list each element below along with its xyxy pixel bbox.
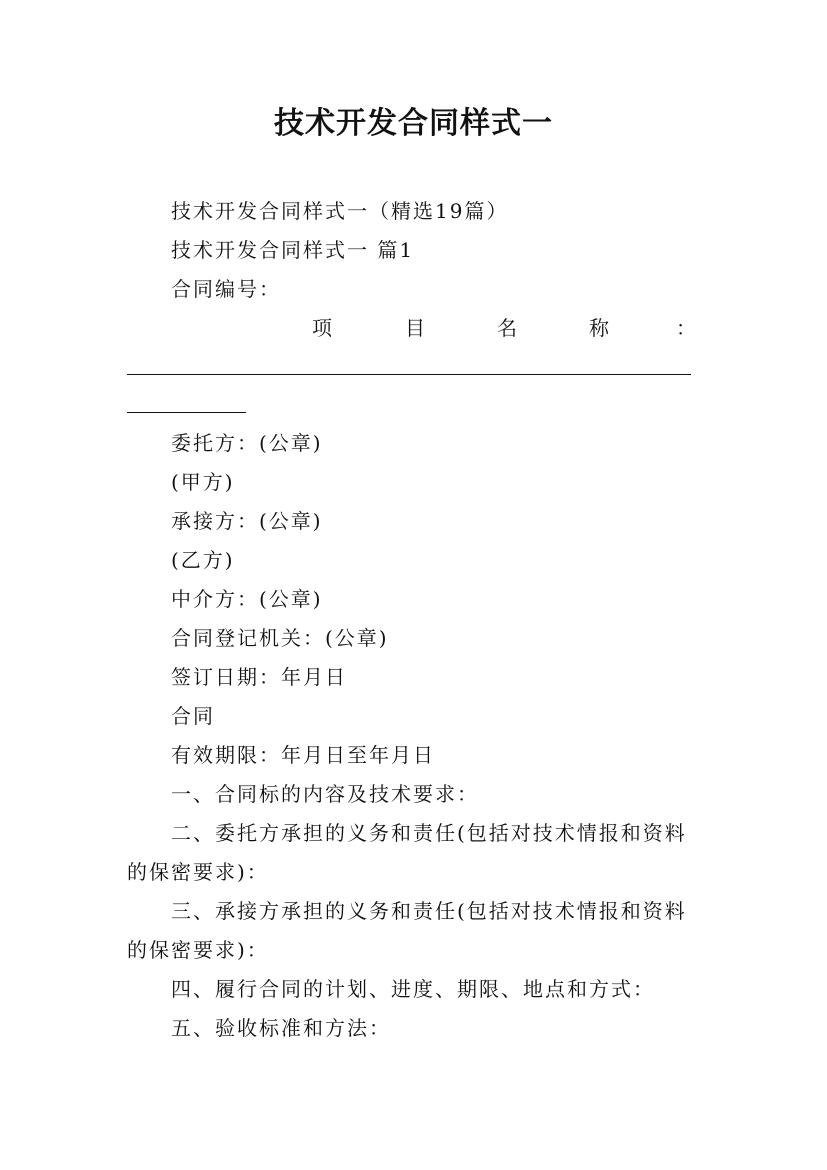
part-heading: 技术开发合同样式一 篇1 — [171, 238, 415, 262]
project-name-label — [310, 314, 696, 342]
party-b-label: (乙方) — [171, 548, 235, 572]
project-name-char: 名 — [497, 316, 517, 340]
clause-5: 五、验收标准和方法： — [171, 1016, 391, 1040]
clause-3-line-2: 的保密要求)： — [127, 938, 269, 962]
project-name-char: 称 — [589, 316, 609, 340]
contract-number-label: 合同编号： — [171, 277, 281, 301]
clause-3-line-1: 三、承接方承担的义务和责任(包括对技术情报和资料 — [171, 899, 687, 923]
project-name-char: 项 — [312, 316, 332, 340]
party-a-label: (甲方) — [171, 470, 235, 494]
project-name-blank-line — [127, 374, 691, 375]
intermediary-field: 中介方：(公章) — [171, 587, 323, 611]
project-name-char: 目 — [405, 316, 425, 340]
document-subtitle: 技术开发合同样式一（精选19篇） — [171, 199, 509, 223]
clause-4: 四、履行合同的计划、进度、期限、地点和方式： — [171, 977, 655, 1001]
document-title: 技术开发合同样式一 — [274, 106, 553, 141]
signing-date-field: 签订日期：年月日 — [171, 665, 347, 689]
registration-authority-field: 合同登记机关：(公章) — [171, 626, 389, 650]
validity-period-field: 有效期限：年月日至年月日 — [171, 743, 435, 767]
clause-1: 一、合同标的内容及技术要求： — [171, 782, 479, 806]
clause-2-line-1: 二、委托方承担的义务和责任(包括对技术情报和资料 — [171, 821, 687, 845]
contractor-field: 承接方：(公章) — [171, 509, 323, 533]
project-name-colon: ： — [676, 316, 696, 340]
clause-2-line-2: 的保密要求)： — [127, 860, 269, 884]
project-name-blank-line-continued — [127, 412, 246, 413]
contract-word: 合同 — [171, 704, 215, 728]
client-field: 委托方：(公章) — [171, 431, 323, 455]
